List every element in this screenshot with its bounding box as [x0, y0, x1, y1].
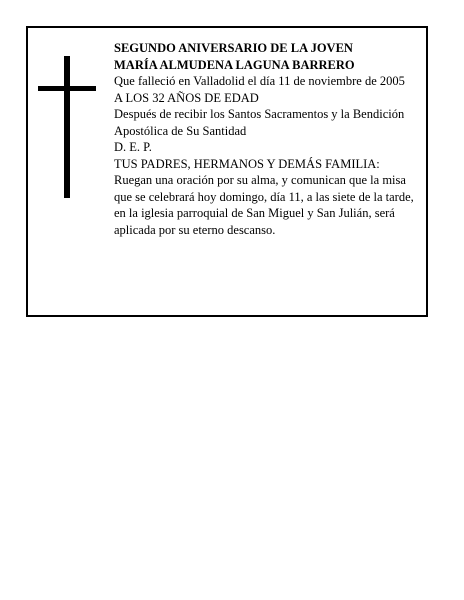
- cross-horizontal-bar: [38, 86, 96, 91]
- notice-heading-line1: SEGUNDO ANIVERSARIO DE LA JOVEN: [114, 41, 353, 55]
- cross-vertical-bar: [64, 56, 70, 198]
- sacraments-line: Después de recibir los Santos Sacramentos y la Bendición Apostólica de Su Santidad: [114, 107, 405, 138]
- death-info: Que falleció en Valladolid el día 11 de noviembre de 2005: [114, 74, 405, 88]
- notice-heading-name: MARÍA ALMUDENA LAGUNA BARRERO: [114, 57, 355, 72]
- age-line: A LOS 32 AÑOS DE EDAD: [114, 90, 259, 105]
- obituary-notice: [26, 26, 428, 317]
- notice-text: [114, 40, 422, 238]
- rip-line: D. E. P.: [114, 140, 152, 154]
- family-line: TUS PADRES, HERMANOS Y DEMÁS FAMILIA:: [114, 156, 380, 171]
- prayer-request: Ruegan una oración por su alma, y comunican que la misa que se celebrará hoy domingo, día 11, a las siete de la tarde, en la iglesia parroquial de San Miguel y San Julián, será aplicada por su eterno descanso.: [114, 173, 414, 237]
- cross-icon: [38, 56, 96, 198]
